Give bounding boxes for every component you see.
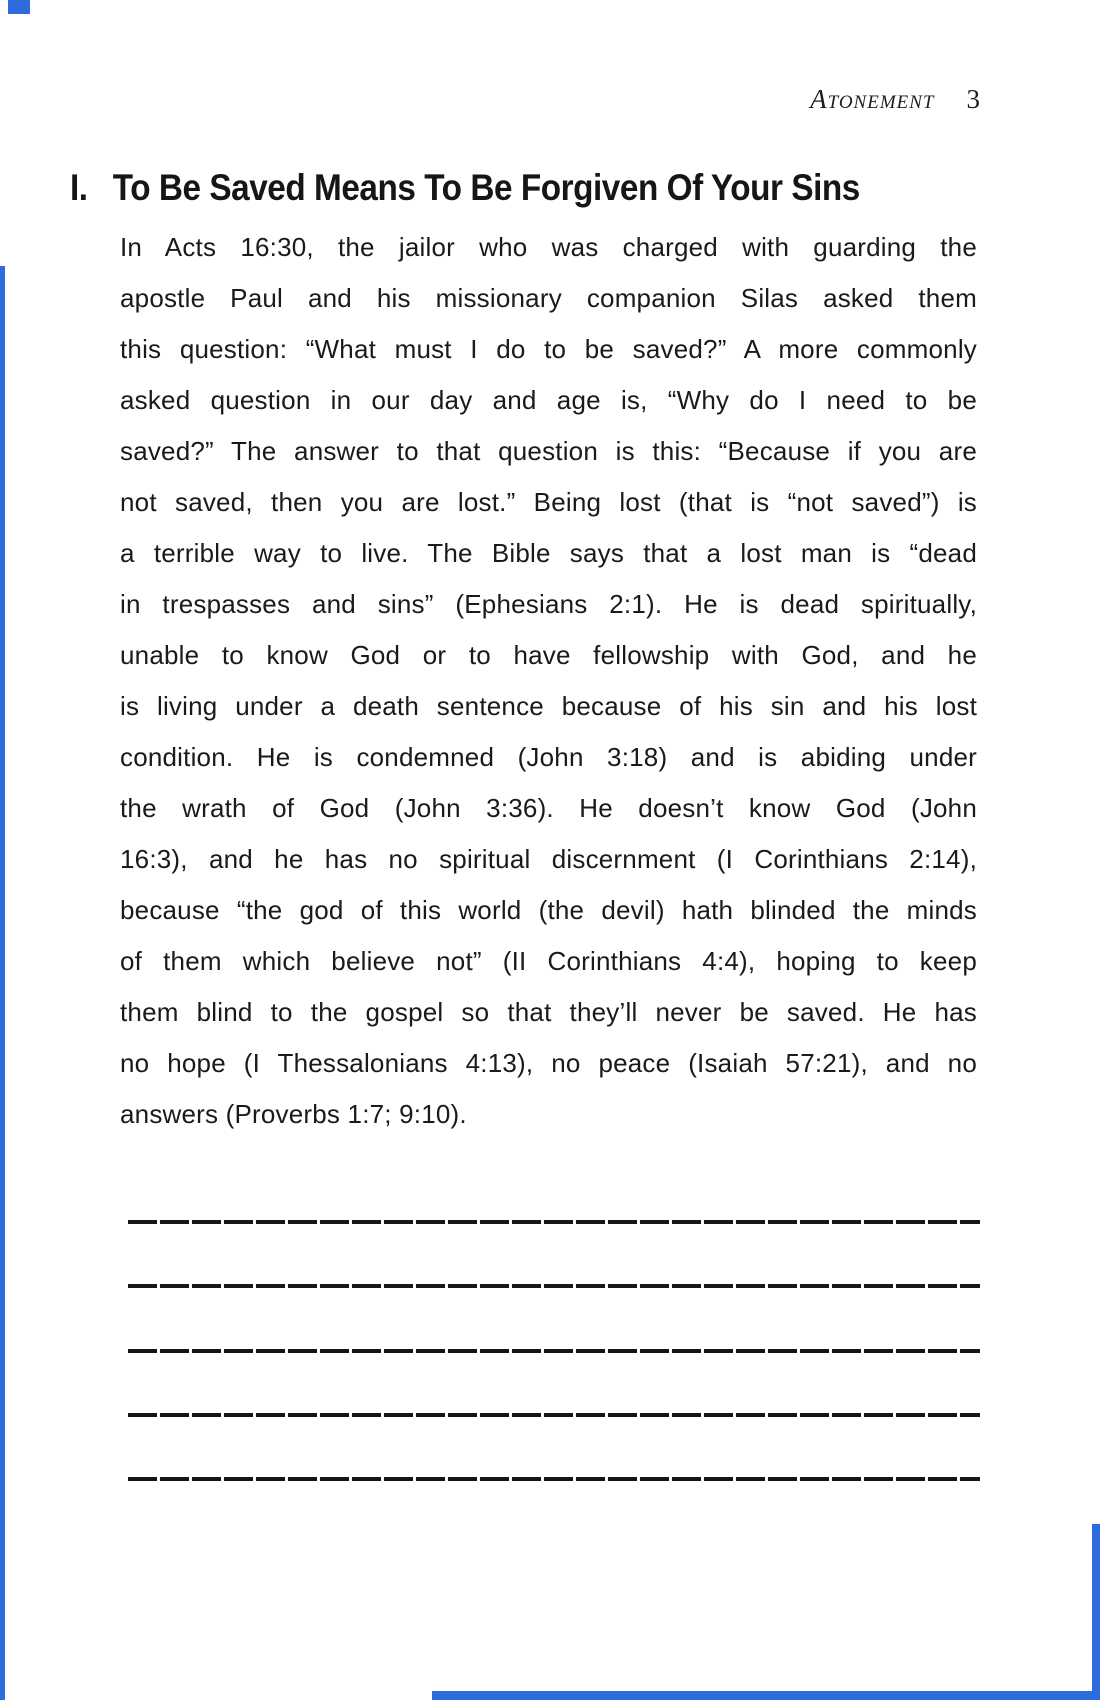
paragraph-line: 16:3), and he has no spiritual discernment (I Corinthians 2:14),	[120, 844, 977, 874]
paragraph-line: of them which believe not” (II Corinthians 4:4), hoping to keep	[120, 946, 977, 976]
paragraph-line: them blind to the gospel so that they’ll never be saved. He has	[120, 997, 977, 1027]
paragraph-line: is living under a death sentence because of his sin and his lost	[120, 691, 977, 721]
scan-edge-bottom	[432, 1691, 1100, 1700]
paragraph-line: condition. He is condemned (John 3:18) and is abiding under	[120, 742, 977, 772]
answer-line	[128, 1477, 980, 1481]
running-header	[810, 84, 980, 115]
answer-line	[128, 1284, 980, 1288]
paragraph-line: asked question in our day and age is, “Why do I need to be	[120, 385, 977, 415]
paragraph-line: unable to know God or to have fellowship with God, and he	[120, 640, 977, 670]
paragraph-line: saved?” The answer to that question is this: “Because if you are	[120, 436, 977, 466]
paragraph-line: answers (Proverbs 1:7; 9:10).	[120, 1099, 467, 1129]
scan-edge-top-left	[8, 0, 30, 14]
paragraph-line: because “the god of this world (the devil) hath blinded the minds	[120, 895, 977, 925]
paragraph-line: no hope (I Thessalonians 4:13), no peace (Isaiah 57:21), and no	[120, 1048, 977, 1078]
answer-line	[128, 1220, 980, 1224]
paragraph-line: in trespasses and sins” (Ephesians 2:1). He is dead spiritually,	[120, 589, 977, 619]
paragraph-line: the wrath of God (John 3:36). He doesn’t know God (John	[120, 793, 977, 823]
body-paragraph	[120, 222, 977, 1140]
paragraph-line: apostle Paul and his missionary companion Silas asked them	[120, 283, 977, 313]
section-heading-title: To Be Saved Means To Be Forgiven Of Your Sins	[112, 167, 860, 208]
scan-edge-right	[1092, 1524, 1100, 1700]
paragraph-line: a terrible way to live. The Bible says that a lost man is “dead	[120, 538, 977, 568]
answer-line	[128, 1349, 980, 1353]
section-heading-number: I.	[70, 167, 88, 208]
paragraph-line: this question: “What must I do to be saved?” A more commonly	[120, 334, 977, 364]
paragraph-line: not saved, then you are lost.” Being lost (that is “not saved”) is	[120, 487, 977, 517]
paragraph-line: In Acts 16:30, the jailor who was charged with guarding the	[120, 232, 977, 262]
section-heading	[70, 167, 860, 209]
running-header-title: Atonement	[810, 84, 935, 114]
page-number: 3	[966, 84, 980, 114]
answer-line	[128, 1413, 980, 1417]
scan-edge-left	[0, 266, 5, 1700]
